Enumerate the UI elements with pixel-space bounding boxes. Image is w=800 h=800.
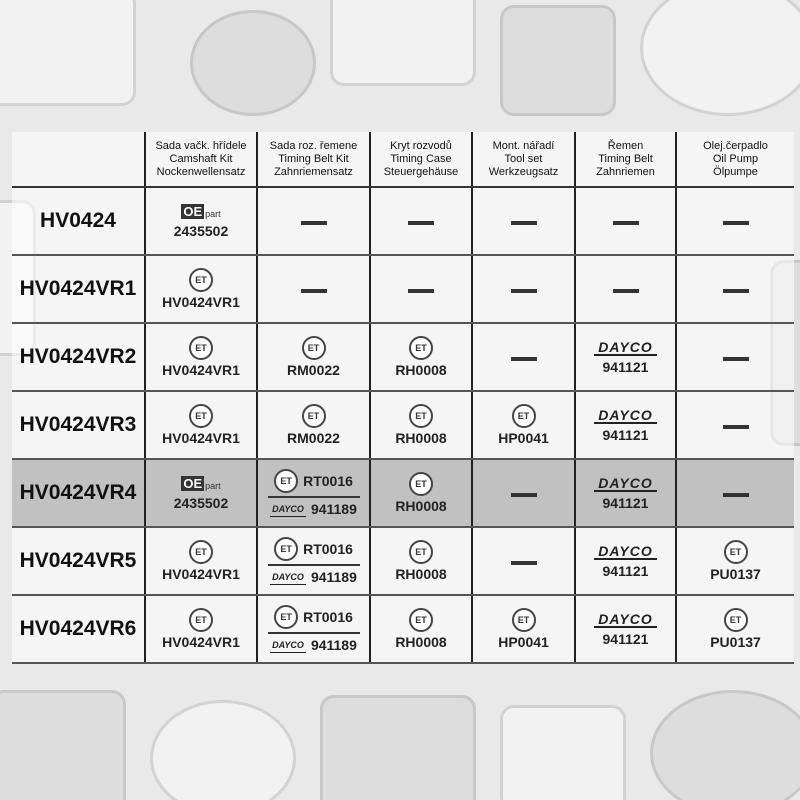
- table-header-row: [12, 132, 794, 187]
- cell-pump: [676, 187, 794, 255]
- et-logo: ET: [724, 608, 748, 632]
- dayco-logo: DAYCO: [270, 638, 306, 653]
- oe-logo-subtext: part: [205, 481, 221, 491]
- part-code: 941121: [602, 563, 649, 579]
- table-row: [12, 527, 794, 595]
- header-line-cz: Kryt rozvodů: [390, 139, 452, 152]
- not-available-dash: [408, 289, 434, 293]
- part-code: 941189: [310, 501, 357, 517]
- oe-part-logo: [181, 204, 220, 219]
- cell-belt: [575, 323, 676, 391]
- cell-belt: [575, 255, 676, 323]
- kit-dayco-line: [270, 637, 357, 653]
- part-code: RM0022: [287, 362, 340, 378]
- cell-belt-kit: [257, 255, 370, 323]
- header-line-cz: Sada roz. řemene: [269, 139, 358, 152]
- not-available-dash: [511, 561, 537, 565]
- table-row: [12, 391, 794, 459]
- not-available-dash: [511, 493, 537, 497]
- et-logo: ET: [274, 605, 298, 629]
- not-available-dash: [511, 357, 537, 361]
- header-line-de: Zahnriemensatz: [274, 165, 353, 178]
- header-tool-set: [472, 132, 575, 187]
- et-logo: ET: [302, 404, 326, 428]
- part-code: 941121: [602, 359, 649, 375]
- part-code: HV0424VR1: [162, 362, 240, 378]
- cell-pump: [676, 527, 794, 595]
- et-logo: ET: [409, 404, 433, 428]
- header-camshaft-kit: [145, 132, 257, 187]
- dayco-logo: DAYCO: [594, 476, 657, 492]
- part-code: HV0424VR1: [162, 566, 240, 582]
- dayco-logo: DAYCO: [270, 570, 306, 585]
- header-line-en: Tool set: [504, 152, 543, 165]
- cell-belt-kit: [257, 323, 370, 391]
- et-logo: ET: [302, 336, 326, 360]
- cell-belt: [575, 459, 676, 527]
- cell-tool: [472, 459, 575, 527]
- header-line-de: Werkzeugsatz: [488, 165, 559, 178]
- cell-case: [370, 391, 472, 459]
- cell-camshaft: [145, 391, 257, 459]
- timing-belt-kit-combo: [258, 605, 369, 653]
- cell-tool: [472, 187, 575, 255]
- part-code: RH0008: [395, 634, 447, 650]
- not-available-dash: [613, 289, 639, 293]
- dayco-logo: DAYCO: [594, 408, 657, 424]
- header-line-cz: Mont. nářadí: [492, 139, 555, 152]
- cell-belt-kit: [257, 187, 370, 255]
- part-code: HP0041: [498, 430, 549, 446]
- kit-dayco-line: [270, 569, 357, 585]
- cell-case: [370, 527, 472, 595]
- et-logo: ET: [274, 537, 298, 561]
- row-part-number: HV0424: [12, 187, 145, 255]
- dayco-logo: DAYCO: [594, 544, 657, 560]
- header-timing-case: [370, 132, 472, 187]
- part-code: HP0041: [498, 634, 549, 650]
- part-code: PU0137: [710, 634, 761, 650]
- dayco-logo: DAYCO: [270, 502, 306, 517]
- part-code: RT0016: [303, 473, 353, 489]
- cell-camshaft: [145, 527, 257, 595]
- not-available-dash: [408, 221, 434, 225]
- header-line-en: Oil Pump: [712, 152, 759, 165]
- cell-pump: [676, 595, 794, 663]
- compatibility-table-wrapper: [12, 132, 794, 680]
- et-logo: ET: [189, 540, 213, 564]
- oe-logo-subtext: part: [205, 209, 221, 219]
- cell-pump: [676, 255, 794, 323]
- et-logo: ET: [189, 336, 213, 360]
- header-oil-pump: [676, 132, 794, 187]
- cell-belt-kit: [257, 459, 370, 527]
- kit-et-line: [274, 469, 353, 493]
- part-code: HV0424VR1: [162, 294, 240, 310]
- header-line-cz: Olej.čerpadlo: [703, 139, 768, 152]
- cell-case: [370, 459, 472, 527]
- row-part-number: HV0424VR1: [12, 255, 145, 323]
- cell-case: [370, 187, 472, 255]
- header-line-cz: Sada vačk. hřídele: [155, 139, 247, 152]
- header-line-de: Zahnriemen: [596, 165, 655, 178]
- part-code: HV0424VR1: [162, 634, 240, 650]
- cell-belt-kit: [257, 391, 370, 459]
- header-line-de: Ölpumpe: [713, 165, 758, 178]
- not-available-dash: [723, 357, 749, 361]
- table-row: [12, 459, 794, 527]
- cell-tool: [472, 527, 575, 595]
- cell-camshaft: [145, 187, 257, 255]
- et-logo: ET: [512, 404, 536, 428]
- not-available-dash: [613, 221, 639, 225]
- row-part-number: HV0424VR4: [12, 459, 145, 527]
- cell-belt: [575, 595, 676, 663]
- header-line-en: Timing Case: [390, 152, 452, 165]
- part-code: RT0016: [303, 541, 353, 557]
- cell-camshaft: [145, 323, 257, 391]
- et-logo: ET: [409, 336, 433, 360]
- not-available-dash: [511, 221, 537, 225]
- part-code: 941121: [602, 631, 649, 647]
- et-logo: ET: [189, 404, 213, 428]
- cell-case: [370, 595, 472, 663]
- kit-dayco-line: [270, 501, 357, 517]
- part-code: 2435502: [173, 223, 229, 239]
- part-code: RH0008: [395, 498, 447, 514]
- cell-belt-kit: [257, 527, 370, 595]
- header-timing-belt-kit: [257, 132, 370, 187]
- cell-case: [370, 255, 472, 323]
- header-timing-belt: [575, 132, 676, 187]
- header-line-de: Nockenwellensatz: [156, 165, 246, 178]
- et-logo: ET: [724, 540, 748, 564]
- table-body: [12, 187, 794, 663]
- et-logo: ET: [274, 469, 298, 493]
- not-available-dash: [301, 289, 327, 293]
- cell-tool: [472, 595, 575, 663]
- row-part-number: HV0424VR3: [12, 391, 145, 459]
- table-row: [12, 255, 794, 323]
- cell-pump: [676, 323, 794, 391]
- row-part-number: HV0424VR5: [12, 527, 145, 595]
- header-line-en: Timing Belt Kit: [278, 152, 349, 165]
- cell-tool: [472, 323, 575, 391]
- header-line-de: Steuergehäuse: [383, 165, 459, 178]
- oe-logo-text: OE: [183, 204, 203, 219]
- part-code: 941121: [602, 495, 649, 511]
- cell-belt: [575, 527, 676, 595]
- part-code: RH0008: [395, 566, 447, 582]
- kit-et-line: [274, 537, 353, 561]
- header-line-cz: Řemen: [607, 139, 644, 152]
- part-code: RM0022: [287, 430, 340, 446]
- not-available-dash: [511, 289, 537, 293]
- not-available-dash: [723, 289, 749, 293]
- table-row: [12, 187, 794, 255]
- et-logo: ET: [409, 472, 433, 496]
- dayco-logo: DAYCO: [594, 340, 657, 356]
- cell-tool: [472, 255, 575, 323]
- et-logo: ET: [409, 608, 433, 632]
- cell-case: [370, 323, 472, 391]
- header-line-en: Camshaft Kit: [169, 152, 233, 165]
- part-code: HV0424VR1: [162, 430, 240, 446]
- cell-tool: [472, 391, 575, 459]
- et-logo: ET: [512, 608, 536, 632]
- not-available-dash: [723, 425, 749, 429]
- kit-divider: [268, 496, 360, 498]
- cell-pump: [676, 391, 794, 459]
- header-corner: [12, 132, 145, 187]
- et-logo: ET: [409, 540, 433, 564]
- cell-pump: [676, 459, 794, 527]
- cell-belt-kit: [257, 595, 370, 663]
- part-code: PU0137: [710, 566, 761, 582]
- part-code: RH0008: [395, 362, 447, 378]
- timing-belt-kit-combo: [258, 469, 369, 517]
- kit-et-line: [274, 605, 353, 629]
- row-part-number: HV0424VR2: [12, 323, 145, 391]
- part-code: RH0008: [395, 430, 447, 446]
- et-logo: ET: [189, 608, 213, 632]
- not-available-dash: [723, 221, 749, 225]
- cell-camshaft: [145, 595, 257, 663]
- part-code: 2435502: [173, 495, 229, 511]
- cell-belt: [575, 391, 676, 459]
- et-logo: ET: [189, 268, 213, 292]
- oe-part-logo: [181, 476, 220, 491]
- cell-camshaft: [145, 255, 257, 323]
- part-code: 941189: [310, 637, 357, 653]
- table-row: [12, 323, 794, 391]
- table-row: [12, 595, 794, 663]
- dayco-logo: DAYCO: [594, 612, 657, 628]
- timing-belt-kit-combo: [258, 537, 369, 585]
- header-line-en: Timing Belt: [598, 152, 653, 165]
- compatibility-table: [12, 132, 794, 664]
- kit-divider: [268, 632, 360, 634]
- cell-camshaft: [145, 459, 257, 527]
- part-code: 941121: [602, 427, 649, 443]
- not-available-dash: [301, 221, 327, 225]
- part-code: RT0016: [303, 609, 353, 625]
- oe-logo-text: OE: [183, 476, 203, 491]
- not-available-dash: [723, 493, 749, 497]
- cell-belt: [575, 187, 676, 255]
- kit-divider: [268, 564, 360, 566]
- row-part-number: HV0424VR6: [12, 595, 145, 663]
- part-code: 941189: [310, 569, 357, 585]
